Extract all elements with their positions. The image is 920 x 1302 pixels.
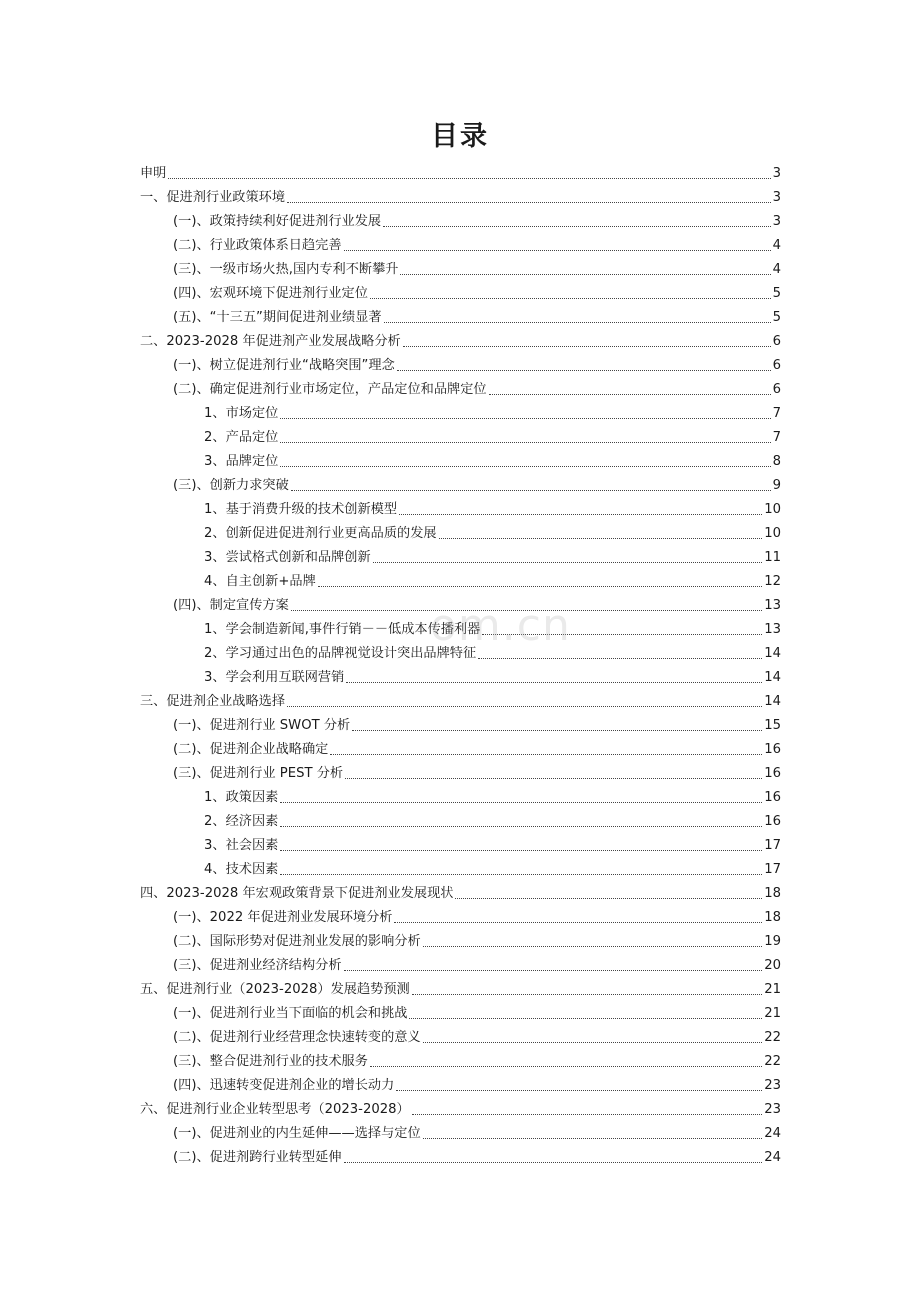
toc-entry[interactable] [140,782,781,806]
toc-entry[interactable] [140,854,781,878]
toc-entry[interactable] [140,230,781,254]
toc-leader-dots [280,441,770,443]
toc-entry-page: 7 [772,406,781,421]
toc-leader-dots [423,945,763,947]
toc-leader-dots [455,897,762,899]
toc-entry-label: 1、基于消费升级的技术创新模型 [204,502,398,517]
toc-entry[interactable] [140,830,781,854]
toc-entry-page: 14 [764,694,781,709]
toc-entry-page: 24 [764,1126,781,1141]
toc-leader-dots [396,1089,762,1091]
toc-entry[interactable] [140,470,781,494]
toc-entry[interactable] [140,566,781,590]
toc-entry-label: (三)、一级市场火热,国内专利不断攀升 [173,262,399,277]
toc-entry[interactable] [140,302,781,326]
toc-entry-label: 3、学会利用互联网营销 [204,670,345,685]
toc-entry-page: 23 [764,1102,781,1117]
toc-entry-label: (二)、行业政策体系日趋完善 [173,238,342,253]
toc-entry-page: 22 [764,1054,781,1069]
toc-entry-label: (二)、促进剂跨行业转型延伸 [173,1150,342,1165]
toc-entry-label: (一)、政策持续利好促进剂行业发展 [173,214,382,229]
toc-entry[interactable] [140,278,781,302]
toc-entry-page: 21 [764,1006,781,1021]
toc-entry-label: (三)、促进剂行业 PEST 分析 [173,766,344,781]
toc-leader-dots [399,513,762,515]
toc-entry-label: 六、促进剂行业企业转型思考（2023-2028） [140,1102,410,1117]
toc-entry-label: (二)、促进剂行业经营理念快速转变的意义 [173,1030,421,1045]
toc-entry[interactable] [140,638,781,662]
toc-entry[interactable] [140,542,781,566]
toc-leader-dots [423,1137,763,1139]
toc-entry[interactable] [140,1022,781,1046]
toc-leader-dots [439,537,763,539]
toc-entry[interactable] [140,710,781,734]
toc-entry[interactable] [140,734,781,758]
toc-leader-dots [409,1017,762,1019]
toc-entry-page: 3 [772,214,781,229]
toc-entry-page: 8 [772,454,781,469]
toc-entry-page: 12 [764,574,781,589]
toc-entry-label: (五)、“十三五”期间促进剂业绩显著 [173,310,382,325]
toc-leader-dots [287,705,762,707]
toc-entry-label: 1、市场定位 [204,406,279,421]
toc-entry-page: 24 [764,1150,781,1165]
toc-entry[interactable] [140,950,781,974]
toc-leader-dots [384,321,771,323]
toc-entry[interactable] [140,350,781,374]
toc-entry[interactable] [140,902,781,926]
toc-entry[interactable] [140,614,781,638]
toc-leader-dots [478,657,762,659]
toc-entry-page: 3 [772,166,781,181]
toc-entry-page: 15 [764,718,781,733]
toc-leader-dots [482,633,762,635]
toc-entry-page: 10 [764,502,781,517]
toc-entry-label: 三、促进剂企业战略选择 [140,694,286,709]
toc-entry-page: 17 [764,838,781,853]
toc-leader-dots [383,225,771,227]
toc-leader-dots [280,801,762,803]
toc-entry[interactable] [140,446,781,470]
toc-leader-dots [400,273,770,275]
toc-entry-page: 18 [764,910,781,925]
toc-entry[interactable] [140,1094,781,1118]
toc-entry[interactable] [140,662,781,686]
toc-entry-page: 16 [764,766,781,781]
toc-entry[interactable] [140,158,781,182]
toc-leader-dots [370,297,771,299]
toc-entry[interactable] [140,1118,781,1142]
toc-entry-label: (三)、创新力求突破 [173,478,289,493]
toc-entry[interactable] [140,878,781,902]
toc-entry-page: 16 [764,742,781,757]
toc-entry[interactable] [140,686,781,710]
page-title: 目录 [431,121,489,152]
toc-entry[interactable] [140,518,781,542]
toc-entry-label: 2、产品定位 [204,430,279,445]
toc-leader-dots [318,585,762,587]
toc-entry-label: 4、自主创新+品牌 [204,574,316,589]
toc-entry[interactable] [140,254,781,278]
toc-entry-label: 3、品牌定位 [204,454,279,469]
toc-entry-page: 5 [772,310,781,325]
toc-entry-page: 13 [764,598,781,613]
toc-leader-dots [280,873,762,875]
toc-entry-page: 14 [764,670,781,685]
toc-entry-label: (一)、促进剂业的内生延伸——选择与定位 [173,1126,421,1141]
toc-entry-label: 4、技术因素 [204,862,279,877]
toc-leader-dots [291,609,762,611]
toc-leader-dots [370,1065,762,1067]
toc-entry[interactable] [140,590,781,614]
toc-entry-page: 3 [772,190,781,205]
toc-leader-dots [352,729,762,731]
toc-entry-page: 19 [764,934,781,949]
toc-entry-page: 9 [772,478,781,493]
toc-entry-page: 23 [764,1078,781,1093]
toc-entry[interactable] [140,182,781,206]
toc-entry-page: 6 [772,334,781,349]
toc-entry-label: (二)、确定促进剂行业市场定位，产品定位和品牌定位 [173,382,487,397]
toc-entry[interactable] [140,1046,781,1070]
toc-entry[interactable] [140,926,781,950]
toc-entry-page: 10 [764,526,781,541]
toc-entry-page: 11 [764,550,781,565]
toc-entry-label: (一)、促进剂行业当下面临的机会和挑战 [173,1006,408,1021]
toc-entry[interactable] [140,494,781,518]
toc-entry[interactable] [140,1070,781,1094]
toc-leader-dots [280,849,762,851]
toc-leader-dots [412,993,763,995]
toc-entry[interactable] [140,422,781,446]
toc-leader-dots [344,1161,763,1163]
toc-entry-label: (三)、整合促进剂行业的技术服务 [173,1054,368,1069]
toc-leader-dots [346,681,762,683]
toc-leader-dots [344,249,771,251]
toc-entry-page: 4 [772,238,781,253]
toc-entry-label: (一)、促进剂行业 SWOT 分析 [173,718,351,733]
toc-entry-page: 17 [764,862,781,877]
toc-entry-label: (四)、宏观环境下促进剂行业定位 [173,286,368,301]
toc-entry-page: 6 [772,382,781,397]
toc-entry-label: (一)、2022 年促进剂业发展环境分析 [173,910,393,925]
toc-entry-label: 2、创新促进促进剂行业更高品质的发展 [204,526,437,541]
toc-entry-label: 3、社会因素 [204,838,279,853]
toc-entry-page: 7 [772,430,781,445]
toc-leader-dots [373,561,763,563]
toc-leader-dots [423,1041,763,1043]
toc-leader-dots [489,393,771,395]
table-of-contents [140,158,781,1166]
toc-entry-page: 6 [772,358,781,373]
toc-leader-dots [280,465,770,467]
toc-entry-label: 2、学习通过出色的品牌视觉设计突出品牌特征 [204,646,477,661]
toc-leader-dots [403,345,771,347]
toc-entry-label: 1、政策因素 [204,790,279,805]
toc-leader-dots [394,921,762,923]
watermark: om.cn [430,600,571,651]
toc-leader-dots [397,369,771,371]
toc-entry-label: 申明 [140,166,167,181]
toc-entry-label: (二)、国际形势对促进剂业发展的影响分析 [173,934,421,949]
toc-entry-label: 四、2023-2028 年宏观政策背景下促进剂业发展现状 [140,886,454,901]
toc-entry-page: 20 [764,958,781,973]
toc-entry-label: 五、促进剂行业（2023-2028）发展趋势预测 [140,982,410,997]
toc-entry-label: (四)、制定宣传方案 [173,598,289,613]
toc-entry[interactable] [140,398,781,422]
toc-entry-page: 14 [764,646,781,661]
toc-entry-label: (四)、迅速转变促进剂企业的增长动力 [173,1078,395,1093]
toc-leader-dots [280,417,770,419]
toc-leader-dots [168,177,770,179]
toc-entry[interactable] [140,758,781,782]
toc-entry-label: (二)、促进剂企业战略确定 [173,742,329,757]
toc-entry-page: 4 [772,262,781,277]
toc-entry-label: 3、尝试格式创新和品牌创新 [204,550,371,565]
toc-entry-page: 18 [764,886,781,901]
toc-entry-label: 二、2023-2028 年促进剂产业发展战略分析 [140,334,401,349]
toc-entry[interactable] [140,998,781,1022]
toc-leader-dots [280,825,762,827]
toc-entry-label: 一、促进剂行业政策环境 [140,190,286,205]
toc-entry[interactable] [140,326,781,350]
toc-entry[interactable] [140,1142,781,1166]
toc-leader-dots [344,969,763,971]
toc-entry-page: 5 [772,286,781,301]
toc-entry-page: 16 [764,814,781,829]
toc-entry[interactable] [140,806,781,830]
toc-entry-label: (三)、促进剂业经济结构分析 [173,958,342,973]
toc-entry-page: 22 [764,1030,781,1045]
toc-leader-dots [412,1113,763,1115]
toc-leader-dots [345,777,762,779]
toc-entry[interactable] [140,974,781,998]
toc-entry-page: 13 [764,622,781,637]
toc-leader-dots [287,201,771,203]
toc-leader-dots [291,489,771,491]
toc-leader-dots [330,753,762,755]
toc-entry[interactable] [140,374,781,398]
toc-entry-label: 2、经济因素 [204,814,279,829]
toc-entry-label: (一)、树立促进剂行业“战略突围”理念 [173,358,395,373]
toc-entry-label: 1、学会制造新闻,事件行销－－低成本传播利器 [204,622,481,637]
toc-entry-page: 21 [764,982,781,997]
toc-entry-page: 16 [764,790,781,805]
toc-entry[interactable] [140,206,781,230]
